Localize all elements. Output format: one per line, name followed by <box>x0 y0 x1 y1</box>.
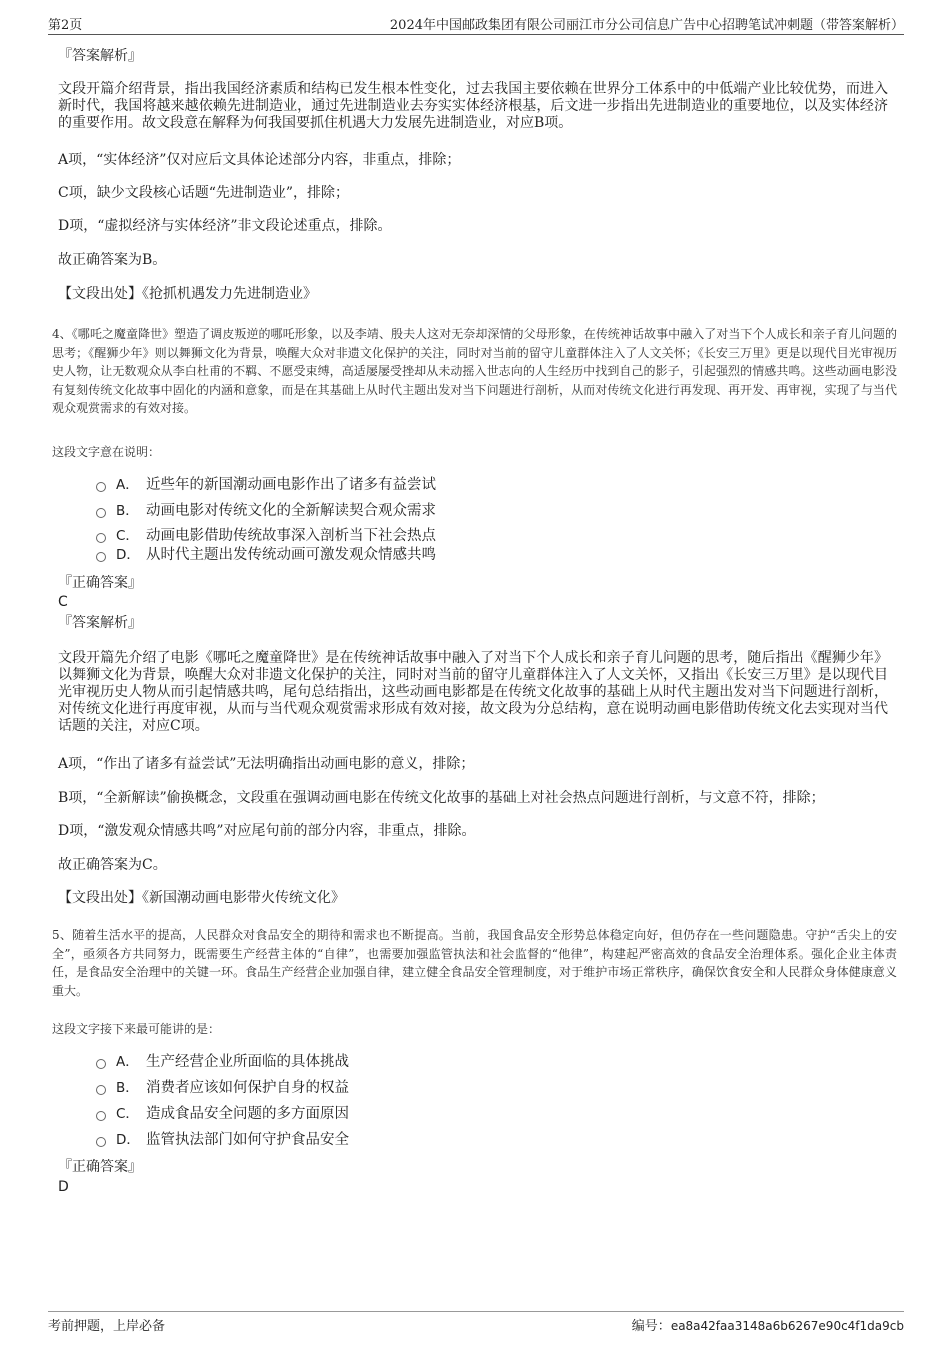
analysis-text: 文段开篇介绍背景，指出我国经济素质和结构已发生根本性变化，过去我国主要依赖在世界分工体系中的中低端产业比较优势，而进入新时代，我国将越来越依赖先进制造业，通过先进制造业去夯实实体经济根基，后文进一步指出先进制造业的重要地位，以及实体经济的重要作用。故文段意在解释为何我国要抓住机遇大力发展先进制造业，对应B项。 <box>58 81 888 131</box>
question-4-prompt: 这段文字意在说明： <box>52 445 161 459</box>
page-header <box>48 12 904 35</box>
analysis-option-d: D项，“虚拟经济与实体经济”非文段论述重点，排除。 <box>58 218 392 234</box>
radio-icon[interactable] <box>96 1137 106 1147</box>
radio-icon[interactable] <box>96 508 106 518</box>
document-id-label: 编号： <box>631 1319 671 1334</box>
analysis-text: 文段开篇先介绍了电影《哪吒之魔童降世》是在传统神话故事中融入了对当下个人成长和亲子育儿问题的思考，随后指出《醒狮少年》以舞狮文化为背景，唤醒大众对非遗文化保护的关注，同时对当前的留守儿童群体注入了人文关怀，又指出《长安三万里》是以现代目光审视历史人物从而引起情感共鸣，尾句总结指出，这些动画电影都是在传统文化故事的基础上从时代主题出发对当下问题进行剖析，对传统文化进行再度审视，从而与当代观众观赏需求形成有效对接，故文段为分总结构，意在说明动画电影借助传统文化去实现对当代话题的关注，对应C项。 <box>58 650 888 734</box>
page-number: 第2页 <box>48 18 83 33</box>
question-5-option-d[interactable]: D． 监管执法部门如何守护食品安全 <box>96 1131 349 1149</box>
question-5-option-c[interactable]: C． 造成食品安全问题的多方面原因 <box>96 1105 349 1123</box>
analysis-option-b: B项，“全新解读”偷换概念，文段重在强调动画电影在传统文化故事的基础上对社会热点问题进行剖析，与文意不符，排除； <box>58 790 825 806</box>
radio-icon[interactable] <box>96 1085 106 1095</box>
analysis-option-d: D项，“激发观众情感共鸣”对应尾句前的部分内容，非重点，排除。 <box>58 823 476 839</box>
page-footer <box>48 1311 904 1336</box>
question-4-option-d[interactable]: D． 从时代主题出发传统动画可激发观众情感共鸣 <box>96 546 436 564</box>
correct-answer: C <box>58 594 68 610</box>
radio-icon[interactable] <box>96 533 106 543</box>
radio-icon[interactable] <box>96 1111 106 1121</box>
analysis-source: 【文段出处】《新国潮动画电影带火传统文化》 <box>58 890 345 906</box>
document-title: 2024年中国邮政集团有限公司丽江市分公司信息广告中心招聘笔试冲刺题（带答案解析） <box>389 18 904 33</box>
analysis-source: 【文段出处】《抢抓机遇发力先进制造业》 <box>58 286 317 302</box>
question-5-prompt: 这段文字接下来最可能讲的是： <box>52 1022 221 1036</box>
question-4-option-a[interactable]: A． 近些年的新国潮动画电影作出了诸多有益尝试 <box>96 476 436 494</box>
correct-answer: D <box>58 1179 69 1195</box>
footer-slogan: 考前押题，上岸必备 <box>48 1319 166 1334</box>
analysis-option-a: A项，“实体经济”仅对应后文具体论述部分内容，非重点，排除； <box>58 152 461 168</box>
radio-icon[interactable] <box>96 482 106 492</box>
question-4-option-c[interactable]: C． 动画电影借助传统故事深入剖析当下社会热点 <box>96 527 436 545</box>
document-id <box>632 1315 904 1334</box>
question-5-option-a[interactable]: A． 生产经营企业所面临的具体挑战 <box>96 1053 349 1071</box>
analysis-label: 『答案解析』 <box>58 615 142 631</box>
question-5-option-b[interactable]: B． 消费者应该如何保护自身的权益 <box>96 1079 349 1097</box>
analysis-conclusion: 故正确答案为B。 <box>58 252 167 268</box>
radio-icon[interactable] <box>96 552 106 562</box>
document-id-value: ea8a42faa3148a6b6267e90c4f1da9cb <box>670 1319 904 1333</box>
question-4-text: 4、《哪吒之魔童降世》塑造了调皮叛逆的哪吒形象，以及李靖、殷夫人这对无奈却深情的父母形象，在传统神话故事中融入了对当下个人成长和亲子育儿问题的思考；《醒狮少年》则以舞狮文化为背景，唤醒大众对非遗文化保护的关注，同时对当前的留守儿童群体注入了人文关怀；《长安三万里》更是以现代目光审视历史人物，让无数观众从李白杜甫的不羁、不愿受束缚，高适屡屡受挫却从未动摇入世志向的人生经历中找到自己的影子，引起强烈的情感共鸣。这些动画电影没有复刻传统文化故事中固化的内涵和意象，而是在其基础上从时代主题出发对当下问题进行剖析，从而对传统文化进行再发现、再开发、再审视，实现了与当代观众观赏需求的有效对接。 <box>52 327 897 415</box>
correct-answer-label: 『正确答案』 <box>58 1159 142 1175</box>
analysis-option-a: A项，“作出了诸多有益尝试”无法明确指出动画电影的意义，排除； <box>58 756 475 772</box>
question-5-text: 5、随着生活水平的提高，人民群众对食品安全的期待和需求也不断提高。当前，我国食品安全形势总体稳定向好，但仍存在一些问题隐患。守护“舌尖上的安全”，亟须各方共同努力，既需要生产经营主体的“自律”，也需要加强监管执法和社会监督的“他律”，构建起严密高效的食品安全治理体系。强化企业主体责任，是食品安全治理中的关键一环。食品生产经营企业加强自律，建立健全食品安全管理制度，对于维护市场正常秩序，确保饮食安全和人民群众身体健康意义重大。 <box>52 928 897 998</box>
analysis-option-c: C项，缺少文段核心话题“先进制造业”，排除； <box>58 185 350 201</box>
analysis-conclusion: 故正确答案为C。 <box>58 857 167 873</box>
analysis-label: 『答案解析』 <box>58 48 142 64</box>
correct-answer-label: 『正确答案』 <box>58 575 142 591</box>
question-4-option-b[interactable]: B． 动画电影对传统文化的全新解读契合观众需求 <box>96 502 436 520</box>
radio-icon[interactable] <box>96 1059 106 1069</box>
